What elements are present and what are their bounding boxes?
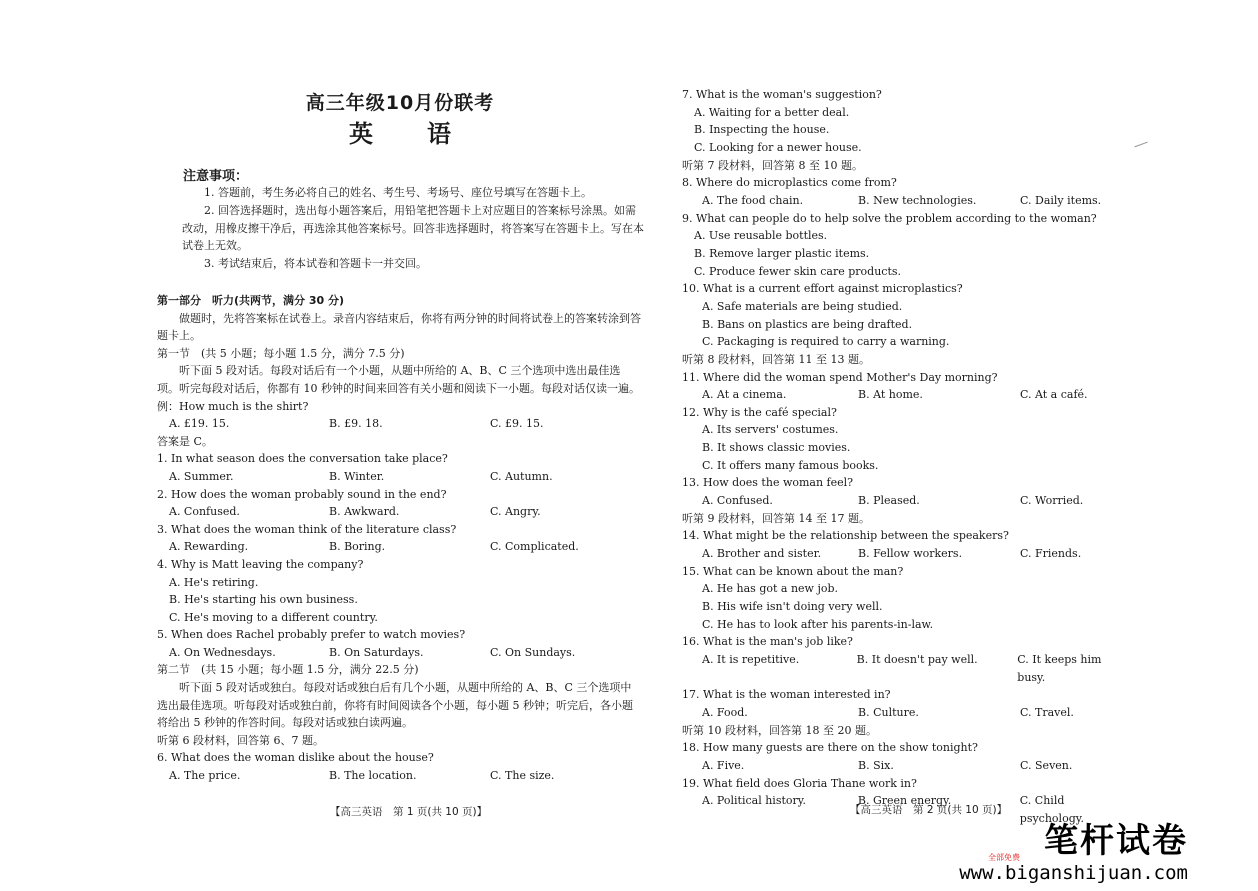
listening-part-left <box>157 292 642 785</box>
option: C. The size. <box>490 769 555 783</box>
material-heading: 听第 10 段材料，回答第 18 至 20 题。 <box>682 723 877 737</box>
question: 3. What does the woman think of the literature class? <box>157 522 457 536</box>
question: 10. What is a current effort against microplastics? <box>682 282 963 296</box>
question: 16. What is the man's job like? <box>682 635 853 649</box>
option: B. It doesn't pay well. <box>856 653 978 666</box>
section-intro: 听下面 5 段对话或独白。每段对话或独白后有几个小题，从题中所给的 A、B、C 三个选项中选出最佳选项。听每段对话或独白前，你将有时间阅读各个小题，每小题 5 秒钟；听完后，各小题将给出 5 秒钟的作答时间。每段对话或独白读两遍。 <box>157 681 633 730</box>
option: C. He's moving to a different country. <box>169 610 378 624</box>
option: C. On Sundays. <box>490 645 576 659</box>
option: B. It shows classic movies. <box>702 441 851 455</box>
question: 19. What field does Gloria Thane work in? <box>682 776 917 790</box>
question: 17. What is the woman interested in? <box>682 688 891 702</box>
option: C. It keeps him busy. <box>1017 653 1102 684</box>
option: A. Rewarding. <box>169 540 249 554</box>
option: A. Political history. <box>702 794 807 808</box>
question: 1. In what season does the conversation take place? <box>157 452 448 466</box>
options-row <box>157 538 642 556</box>
part-intro: 做题时，先将答案标在试卷上。录音内容结束后，你将有两分钟的时间将试卷上的答案转涂到答题卡上。 <box>157 311 641 343</box>
option: A. Its servers' costumes. <box>702 423 839 437</box>
example-options <box>157 415 642 433</box>
option: B. New technologies. <box>858 193 977 207</box>
option: B. Remove larger plastic items. <box>694 246 870 260</box>
material-heading: 听第 7 段材料，回答第 8 至 10 题。 <box>682 158 863 172</box>
options-row <box>157 503 642 521</box>
option: A. On Wednesdays. <box>169 645 276 659</box>
notice-item: 2. 回答选择题时，选出每小题答案后，用铅笔把答题卡上对应题目的答案标号涂黑。如需改动，用橡皮擦干净后，再选涂其他答案标号。回答非选择题时，将答案写在答题卡上。写在本试卷上无效。 <box>182 203 644 253</box>
option: C. Angry. <box>490 505 541 519</box>
material-heading: 听第 8 段材料，回答第 11 至 13 题。 <box>682 352 870 366</box>
option: A. Summer. <box>169 469 234 483</box>
question: 12. Why is the café special? <box>682 405 837 419</box>
part-title: 第一部分 听力(共两节，满分 30 分) <box>157 294 345 307</box>
notice-title: 注意事项： <box>183 169 249 184</box>
question: 18. How many guests are there on the show tonight? <box>682 741 978 755</box>
example-answer: 答案是 C。 <box>157 434 213 448</box>
options-row <box>682 651 1132 686</box>
option: B. His wife isn't doing very well. <box>702 600 883 614</box>
option: B. Culture. <box>858 705 919 719</box>
listening-part-right <box>682 86 1132 828</box>
option: C. Child psychology. <box>1019 794 1084 825</box>
page-footer-right: 【高三英语 第 2 页(共 10 页)】 <box>850 804 1008 816</box>
option: B. The location. <box>329 769 417 783</box>
option: C. He has to look after his parents-in-law. <box>702 617 934 631</box>
exam-title: 高三年级10月份联考 <box>305 92 495 114</box>
option: C. Produce fewer skin care products. <box>694 264 902 278</box>
options-row <box>157 468 642 486</box>
question: 8. Where do microplastics come from? <box>682 176 897 190</box>
option: A. £19. 15. <box>169 417 230 431</box>
question: 5. When does Rachel probably prefer to watch movies? <box>157 628 466 642</box>
example-question: 例：How much is the shirt? <box>157 399 309 413</box>
question: 14. What might be the relationship between the speakers? <box>682 529 1009 543</box>
option: C. Travel. <box>1020 705 1074 719</box>
option: A. Confused. <box>702 494 773 508</box>
question: 9. What can people do to help solve the problem according to the woman? <box>682 211 1097 225</box>
option: C. At a café. <box>1020 388 1088 402</box>
page-footer-left: 【高三英语 第 1 页(共 10 页)】 <box>330 806 488 818</box>
question: 4. Why is Matt leaving the company? <box>157 557 364 571</box>
option: C. Friends. <box>1020 547 1082 561</box>
watermark <box>959 821 1188 884</box>
notice-item: 3. 考试结束后，将本试卷和答题卡一并交回。 <box>204 257 427 271</box>
scan-mark <box>1134 142 1147 148</box>
question: 11. Where did the woman spend Mother's Day morning? <box>682 370 998 384</box>
section-title: 第一节 (共 5 小题；每小题 1.5 分，满分 7.5 分) <box>157 346 405 360</box>
material-heading: 听第 6 段材料，回答第 6、7 题。 <box>157 733 324 747</box>
option: B. Boring. <box>329 540 386 554</box>
options-row <box>682 757 1132 775</box>
option: B. £9. 18. <box>329 417 383 431</box>
question: 2. How does the woman probably sound in the end? <box>157 487 447 501</box>
option: A. It is repetitive. <box>702 653 800 666</box>
option: B. Awkward. <box>329 505 400 519</box>
section-intro: 听下面 5 段对话。每段对话后有一个小题，从题中所给的 A、B、C 三个选项中选出最佳选项。听完每段对话后，你都有 10 秒钟的时间来回答有关小题和阅读下一小题。每段对话仅读一遍。 <box>157 364 640 395</box>
option: B. Bans on plastics are being drafted. <box>702 317 913 331</box>
options-row <box>682 704 1132 722</box>
option: C. Packaging is required to carry a warning. <box>702 335 950 349</box>
question: 7. What is the woman's suggestion? <box>682 88 882 101</box>
material-heading: 听第 9 段材料，回答第 14 至 17 题。 <box>682 511 870 525</box>
option: C. Daily items. <box>1020 193 1102 207</box>
option: C. Complicated. <box>490 540 579 554</box>
notice-list <box>182 184 644 273</box>
question: 15. What can be known about the man? <box>682 564 904 578</box>
options-row <box>682 545 1132 563</box>
options-row <box>157 767 642 785</box>
options-row <box>682 386 1132 404</box>
watermark-brand: 笔杆试卷 <box>1044 821 1188 861</box>
notice-item: 1. 答题前，考生务必将自己的姓名、考生号、考场号、座位号填写在答题卡上。 <box>204 186 592 199</box>
option: A. He has got a new job. <box>702 582 839 596</box>
option: B. He's starting his own business. <box>169 593 358 607</box>
option: A. Use reusable bottles. <box>694 229 828 243</box>
option: A. Confused. <box>169 505 240 519</box>
option: C. £9. 15. <box>490 417 544 431</box>
option: A. Safe materials are being studied. <box>702 299 903 313</box>
option: A. Waiting for a better deal. <box>694 105 850 119</box>
section-title: 第二节 (共 15 小题；每小题 1.5 分，满分 22.5 分) <box>157 663 419 677</box>
options-row <box>157 644 642 662</box>
option: B. On Saturdays. <box>329 645 424 659</box>
option: A. He's retiring. <box>169 575 259 589</box>
option: A. The food chain. <box>702 193 804 207</box>
option: A. The price. <box>169 769 241 783</box>
option: C. Looking for a newer house. <box>694 140 862 154</box>
option: A. Five. <box>702 758 745 772</box>
option: C. Autumn. <box>490 469 553 483</box>
subject-title: 英语 <box>349 120 505 148</box>
option: C. It offers many famous books. <box>702 458 879 472</box>
options-row <box>682 192 1132 210</box>
options-row <box>682 492 1132 510</box>
option: A. Brother and sister. <box>702 547 822 561</box>
option: A. At a cinema. <box>702 388 787 402</box>
question: 13. How does the woman feel? <box>682 476 854 490</box>
option: B. Fellow workers. <box>858 547 963 561</box>
watermark-free-label: 全部免费 <box>988 853 1020 862</box>
option: B. Green energy. <box>857 794 952 808</box>
option: C. Worried. <box>1020 494 1084 508</box>
option: C. Seven. <box>1020 758 1073 772</box>
option: B. Inspecting the house. <box>694 123 830 137</box>
question: 6. What does the woman dislike about the house? <box>157 751 434 765</box>
option: B. Six. <box>858 758 894 772</box>
option: A. Food. <box>702 705 748 719</box>
option: B. Pleased. <box>858 494 920 508</box>
watermark-url: www.biganshijuan.com <box>959 862 1188 884</box>
option: B. At home. <box>858 388 923 402</box>
option: B. Winter. <box>329 469 385 483</box>
